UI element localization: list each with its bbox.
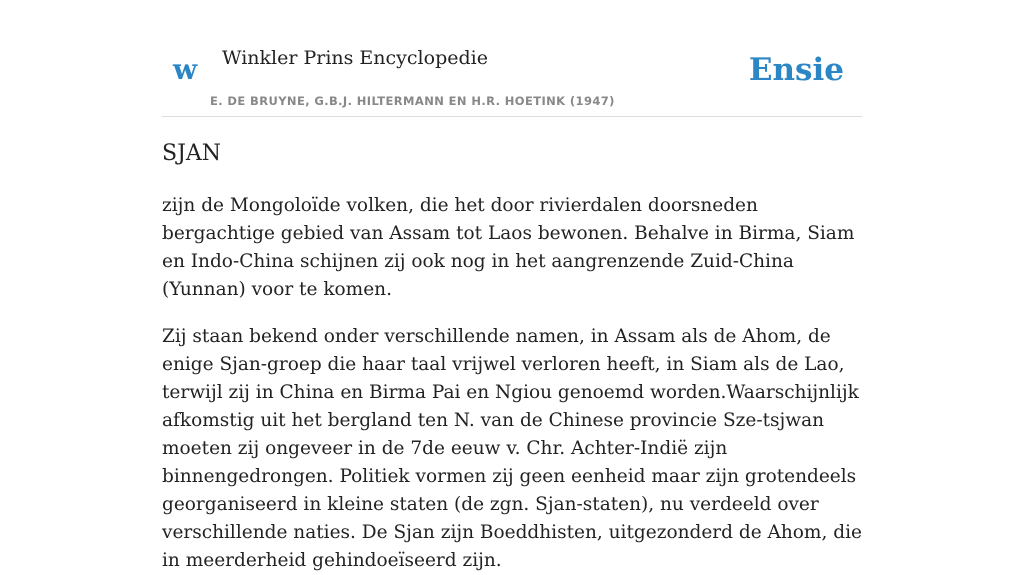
ensie-brand-link[interactable]: Ensie: [748, 52, 844, 88]
winkler-prins-logo[interactable]: w: [173, 53, 198, 86]
article: [162, 138, 864, 575]
site-header: [162, 0, 862, 117]
article-paragraph: zijn de Mongoloïde volken, die het door rivierdalen doorsneden bergachtige gebied van Assam tot Laos bewonen. Behalve in Birma, Siam en Indo-China schijnen zij ook nog in het aangrenzende Zuid-China (Yunnan) voor te komen.: [162, 195, 855, 300]
site-title[interactable]: Winkler Prins Encyclopedie: [222, 47, 488, 69]
edition-subtitle: E. DE BRUYNE, G.B.J. HILTERMANN EN H.R. HOETINK (1947): [210, 94, 615, 108]
article-paragraph: Zij staan bekend onder verschillende namen, in Assam als de Ahom, de enige Sjan-groep die haar taal vrijwel verloren heeft, in Siam als de Lao, terwijl zij in China en Birma Pai en Ngiou genoemd worden.Waarschijnlijk afkomstig uit het bergland ten N. van de Chinese provincie Sze-tsjwan moeten zij ongeveer in de 7de eeuw v. Chr. Achter-Indië zijn binnengedrongen. Politiek vormen zij geen eenheid maar zijn grotendeels georganiseerd in kleine staten (de zgn. Sjan-staten), nu verdeeld over verschillende naties. De Sjan zijn Boeddhisten, uitgezonderd de Ahom, die in meerderheid gehindoeïseerd zijn.: [162, 326, 862, 571]
article-title: SJAN: [162, 141, 222, 166]
